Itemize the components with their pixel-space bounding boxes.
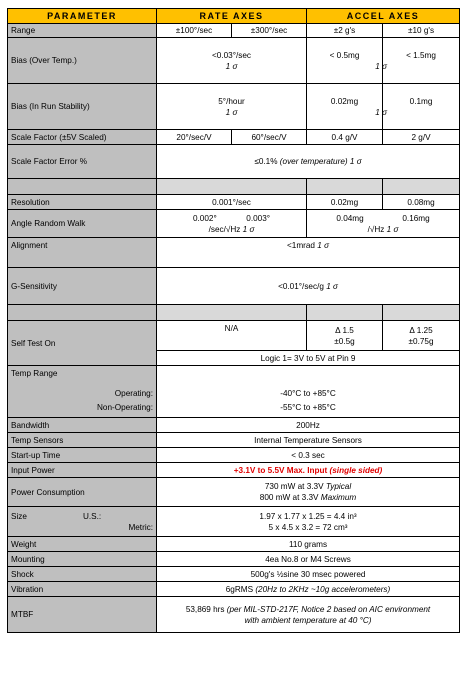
label-temp-range: Temp Range Operating: Non-Operating: <box>8 366 157 418</box>
row-self-test <box>8 321 460 351</box>
weight-value: 110 grams <box>157 537 460 552</box>
label-vibration: Vibration <box>8 582 157 597</box>
label-temp-sensors: Temp Sensors <box>8 433 157 448</box>
scale-error-value: ≤0.1% (over temperature) 1 σ <box>157 145 460 179</box>
label-mounting: Mounting <box>8 552 157 567</box>
row-mounting <box>8 552 460 567</box>
shock-value: 500g's ½sine 30 msec powered <box>157 567 460 582</box>
self-test-accel-2: Δ 1.25 ±0.75g <box>383 321 460 351</box>
power-value: 730 mW at 3.3V Typical 800 mW at 3.3V Maximum <box>157 478 460 507</box>
range-rate-2: ±300°/sec <box>232 24 307 38</box>
label-shock: Shock <box>8 567 157 582</box>
bias-run-accel-1: 0.02mg 1 σ <box>307 84 383 130</box>
row-bias-temp <box>8 38 460 84</box>
row-resolution <box>8 195 460 210</box>
mounting-value: 4ea No.8 or M4 Screws <box>157 552 460 567</box>
row-g-sensitivity <box>8 268 460 305</box>
label-scale-error: Scale Factor Error % <box>8 145 157 179</box>
resolution-accel-1: 0.02mg <box>307 195 383 210</box>
label-range: Range <box>8 24 157 38</box>
row-alignment <box>8 238 460 268</box>
range-accel-1: ±2 g's <box>307 24 383 38</box>
bias-temp-accel-1: < 0.5mg 1 σ <box>307 38 383 84</box>
row-bias-run <box>8 84 460 130</box>
range-accel-2: ±10 g's <box>383 24 460 38</box>
label-resolution: Resolution <box>8 195 157 210</box>
label-power: Power Consumption <box>8 478 157 507</box>
row-weight <box>8 537 460 552</box>
mtbf-value: 53,869 hrs (per MIL-STD-217F, Notice 2 based on AIC environment with ambient temperature at 40 °C) <box>157 597 460 633</box>
label-size: Size U.S.: Metric: <box>8 507 157 537</box>
scale-factor-rate-1: 20°/sec/V <box>157 130 232 145</box>
self-test-rate: N/A <box>157 321 307 351</box>
label-bias-temp: Bias (Over Temp.) <box>8 38 157 84</box>
range-rate-1: ±100°/sec <box>157 24 232 38</box>
row-range <box>8 24 460 38</box>
g-sensitivity-value: <0.01°/sec/g 1 σ <box>157 268 460 305</box>
label-bias-run: Bias (In Run Stability) <box>8 84 157 130</box>
label-arw: Angle Random Walk <box>8 210 157 238</box>
row-scale-error <box>8 145 460 179</box>
label-size-us: U.S.: <box>82 511 102 521</box>
scale-factor-accel-2: 2 g/V <box>383 130 460 145</box>
row-mtbf <box>8 597 460 633</box>
bias-temp-accel-2: < 1.5mg <box>383 38 460 84</box>
label-weight: Weight <box>8 537 157 552</box>
row-spacer-2 <box>8 305 460 321</box>
temp-sensors-value: Internal Temperature Sensors <box>157 433 460 448</box>
row-scale-factor <box>8 130 460 145</box>
startup-value: < 0.3 sec <box>157 448 460 463</box>
self-test-accel-1: Δ 1.5 ±0.5g <box>307 321 383 351</box>
bias-run-accel-2: 0.1mg <box>383 84 460 130</box>
row-size <box>8 507 460 537</box>
resolution-accel-2: 0.08mg <box>383 195 460 210</box>
self-test-logic: Logic 1= 3V to 5V at Pin 9 <box>157 351 460 366</box>
alignment-value: <1mrad 1 σ <box>157 238 460 268</box>
input-power-value: +3.1V to 5.5V Max. Input (single sided) <box>157 463 460 478</box>
row-temp-range <box>8 366 460 418</box>
label-operating: Operating: <box>114 389 153 398</box>
label-non-operating: Non-Operating: <box>97 403 153 412</box>
size-values: 1.97 x 1.77 x 1.25 = 4.4 in³ 5 x 4.5 x 3.2 = 72 cm³ <box>157 507 460 537</box>
header-parameter: PARAMETER <box>8 9 157 24</box>
scale-factor-rate-2: 60°/sec/V <box>232 130 307 145</box>
label-scale-factor: Scale Factor (±5V Scaled) <box>8 130 157 145</box>
label-alignment: Alignment <box>8 238 157 268</box>
row-power <box>8 478 460 507</box>
label-bandwidth: Bandwidth <box>8 418 157 433</box>
header-rate-axes: RATE AXES <box>157 9 307 24</box>
spec-table <box>7 8 460 633</box>
row-temp-sensors <box>8 433 460 448</box>
temp-range-values: -40°C to +85°C -55°C to +85°C <box>157 366 460 418</box>
scale-factor-accel-1: 0.4 g/V <box>307 130 383 145</box>
label-self-test: Self Test On <box>8 321 157 366</box>
row-bandwidth <box>8 418 460 433</box>
header-row <box>8 9 460 24</box>
label-g-sensitivity: G-Sensitivity <box>8 268 157 305</box>
row-arw <box>8 210 460 238</box>
row-startup <box>8 448 460 463</box>
bias-temp-rate: <0.03°/sec 1 σ <box>157 38 307 84</box>
vibration-value: 6gRMS (20Hz to 2KHz ~10g accelerometers) <box>157 582 460 597</box>
row-vibration <box>8 582 460 597</box>
row-shock <box>8 567 460 582</box>
row-spacer-1 <box>8 179 460 195</box>
resolution-rate: 0.001°/sec <box>157 195 307 210</box>
label-mtbf: MTBF <box>8 597 157 633</box>
header-accel-axes: ACCEL AXES <box>307 9 460 24</box>
label-size-metric: Metric: <box>128 522 153 532</box>
label-startup: Start-up Time <box>8 448 157 463</box>
bias-run-rate: 5°/hour 1 σ <box>157 84 307 130</box>
arw-accel: 0.04mg 0.16mg /√Hz 1 σ <box>307 210 460 238</box>
arw-rate: 0.002° 0.003° /sec/√Hz 1 σ <box>157 210 307 238</box>
label-input-power: Input Power <box>8 463 157 478</box>
row-input-power <box>8 463 460 478</box>
bandwidth-value: 200Hz <box>157 418 460 433</box>
